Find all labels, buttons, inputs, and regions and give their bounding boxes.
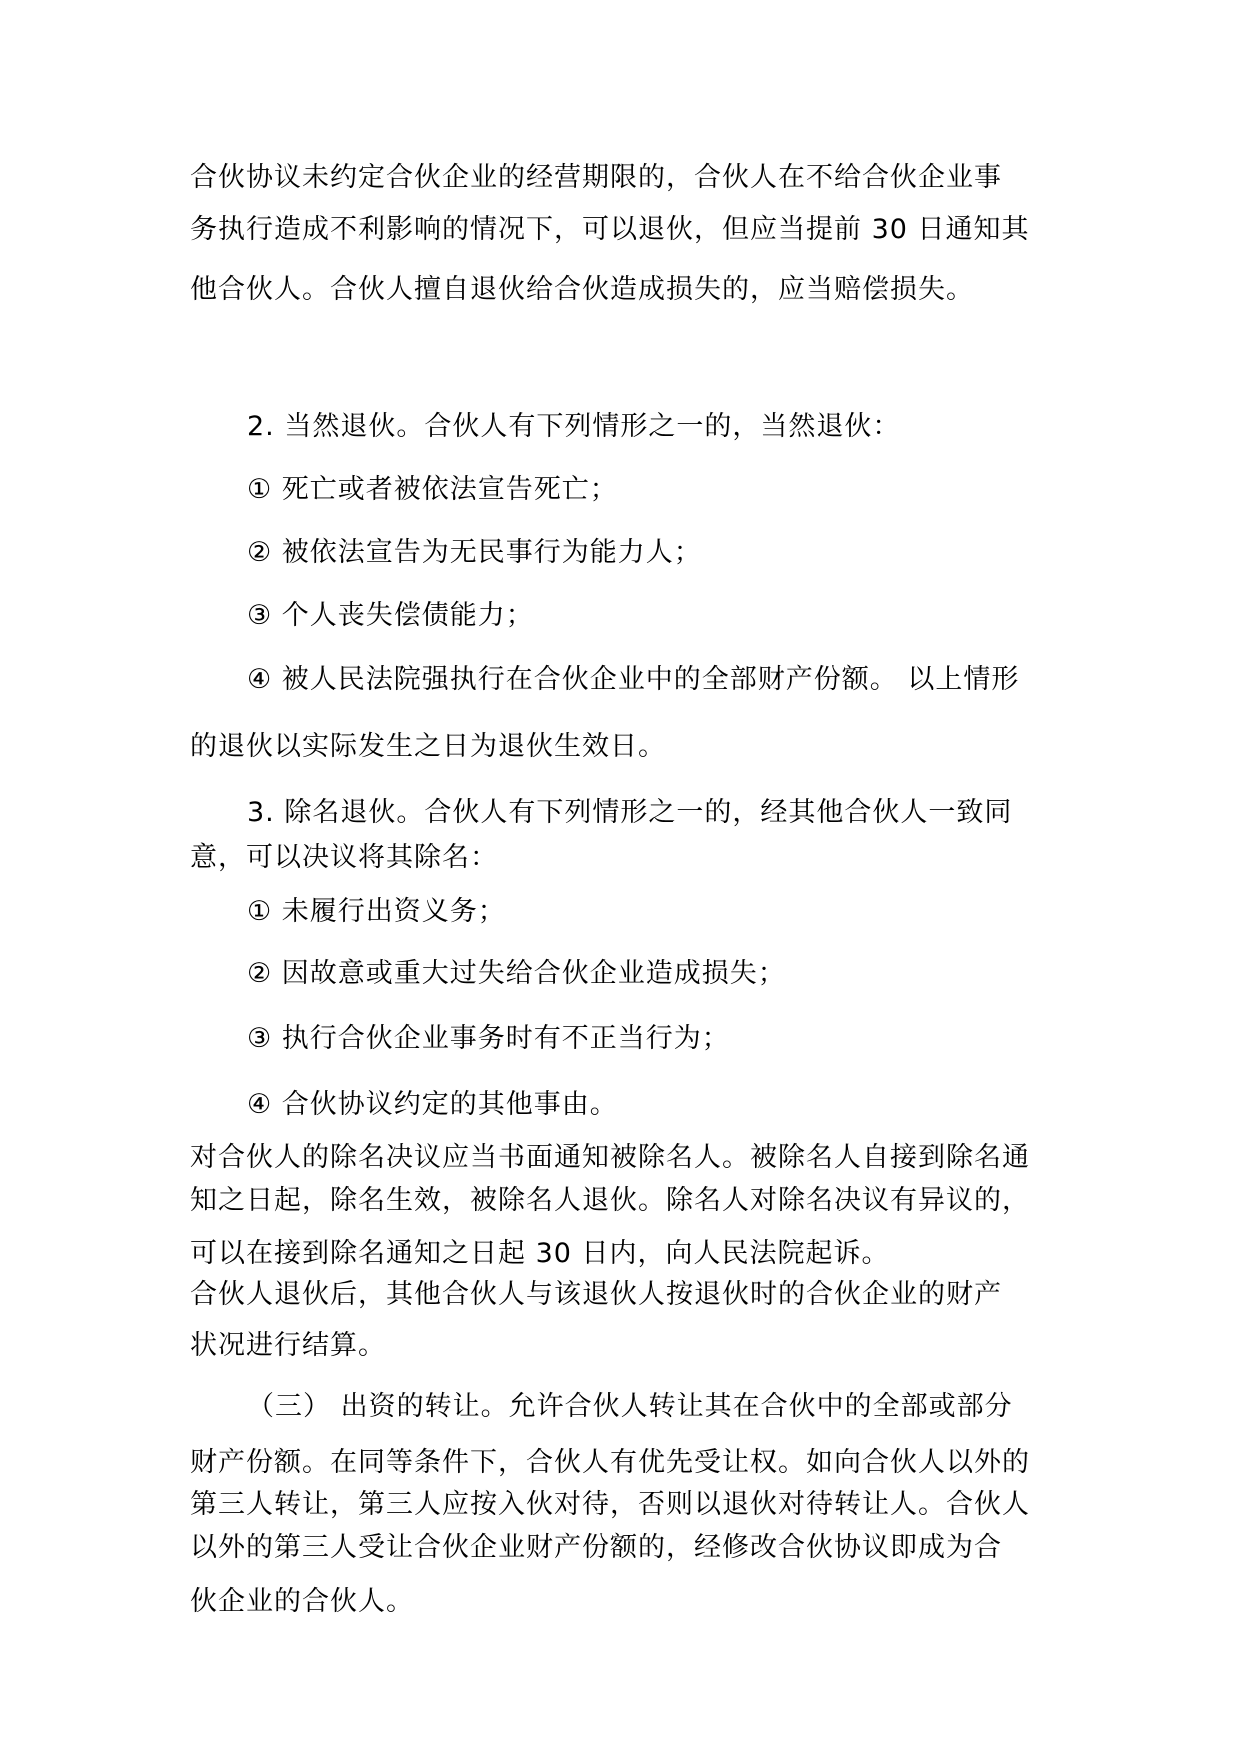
paragraph-line: 他合伙人。合伙人擅自退伙给合伙造成损失的，应当赔偿损失。 xyxy=(190,274,974,305)
section-heading-automatic-withdrawal: 2. 当然退伙。合伙人有下列情形之一的，当然退伙： xyxy=(247,411,901,442)
paragraph-line: 合伙人退伙后，其他合伙人与该退伙人按退伙时的合伙企业的财产 xyxy=(190,1279,1002,1310)
list-item: ① 死亡或者被依法宣告死亡； xyxy=(247,474,618,505)
paragraph-line: 以外的第三人受让合伙企业财产份额的，经修改合伙协议即成为合 xyxy=(190,1532,1002,1563)
paragraph-line: 意，可以决议将其除名： xyxy=(190,842,498,873)
list-item: ④ 合伙协议约定的其他事由。 xyxy=(247,1089,618,1120)
paragraph-line: 的退伙以实际发生之日为退伙生效日。 xyxy=(190,731,666,762)
list-item: ② 被依法宣告为无民事行为能力人； xyxy=(247,537,702,568)
list-item: ① 未履行出资义务； xyxy=(247,896,506,927)
paragraph-line: 状况进行结算。 xyxy=(190,1330,386,1361)
paragraph-line: 财产份额。在同等条件下，合伙人有优先受让权。如向合伙人以外的 xyxy=(190,1447,1030,1478)
paragraph-line: 知之日起，除名生效，被除名人退伙。除名人对除名决议有异议的， xyxy=(190,1185,1030,1216)
paragraph-line: 务执行造成不利影响的情况下，可以退伙，但应当提前 30 日通知其 xyxy=(190,214,1030,245)
section-heading-capital-transfer: （三） 出资的转让。允许合伙人转让其在合伙中的全部或部分 xyxy=(247,1391,1013,1422)
paragraph-line: 伙企业的合伙人。 xyxy=(190,1586,414,1617)
list-item: ② 因故意或重大过失给合伙企业造成损失； xyxy=(247,958,786,989)
paragraph-line: 对合伙人的除名决议应当书面通知被除名人。被除名人自接到除名通 xyxy=(190,1142,1030,1173)
list-item: ③ 执行合伙企业事务时有不正当行为； xyxy=(247,1023,730,1054)
paragraph-line: 合伙协议未约定合伙企业的经营期限的，合伙人在不给合伙企业事 xyxy=(190,162,1002,193)
list-item: ④ 被人民法院强执行在合伙企业中的全部财产份额。 以上情形 xyxy=(247,664,1020,695)
paragraph-line: 可以在接到除名通知之日起 30 日内，向人民法院起诉。 xyxy=(190,1238,890,1269)
list-item: ③ 个人丧失偿债能力； xyxy=(247,600,534,631)
section-heading-expulsion: 3. 除名退伙。合伙人有下列情形之一的，经其他合伙人一致同 xyxy=(247,797,1013,828)
paragraph-line: 第三人转让，第三人应按入伙对待，否则以退伙对待转让人。合伙人 xyxy=(190,1489,1030,1520)
